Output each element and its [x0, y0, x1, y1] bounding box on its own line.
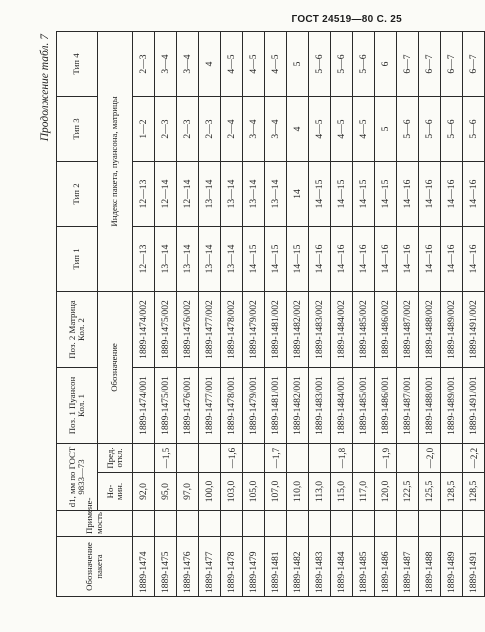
table-row [353, 31, 375, 596]
table-row [177, 31, 199, 596]
cell-pos1: 1889-1477/001 [199, 367, 221, 443]
cell-pos1: 1889-1488/001 [419, 367, 441, 443]
cell-pos2: 1889-1488/002 [419, 291, 441, 367]
cell-tol [243, 443, 265, 472]
cell-pos2: 1889-1489/002 [441, 291, 463, 367]
cell-t2: 14—15 [331, 161, 353, 226]
cell-nom: 105,0 [243, 473, 265, 511]
cell-pos2: 1889-1484/002 [331, 291, 353, 367]
cell-pos1: 1889-1481/001 [265, 367, 287, 443]
cell-t4: 6 [375, 31, 397, 96]
cell-nom: 107,0 [265, 473, 287, 511]
cell-code: 1889-1484 [331, 537, 353, 597]
cell-t3: 4—5 [331, 96, 353, 161]
cell-pos1: 1889-1474/001 [133, 367, 155, 443]
cell-pos1: 1889-1486/001 [375, 367, 397, 443]
cell-applicability [199, 511, 221, 537]
cell-code: 1889-1474 [133, 537, 155, 597]
cell-code: 1889-1476 [177, 537, 199, 597]
header-type1: Тип 1 [57, 226, 98, 291]
cell-t2: 14—15 [375, 161, 397, 226]
cell-t3: 2—3 [199, 96, 221, 161]
cell-applicability [441, 511, 463, 537]
cell-t1: 13—14 [199, 226, 221, 291]
cell-t1: 13—14 [155, 226, 177, 291]
cell-t2: 12—14 [177, 161, 199, 226]
cell-tol: —1,8 [331, 443, 353, 472]
cell-applicability [177, 511, 199, 537]
cell-t3: 1—2 [133, 96, 155, 161]
cell-pos1: 1889-1487/001 [397, 367, 419, 443]
cell-applicability [463, 511, 485, 537]
cell-pos2: 1889-1483/002 [309, 291, 331, 367]
cell-applicability [397, 511, 419, 537]
cell-t2: 13—14 [243, 161, 265, 226]
cell-pos1: 1889-1476/001 [177, 367, 199, 443]
header-d1: d1, мм по ГОСТ 9833—73 [57, 443, 98, 510]
cell-t3: 2—4 [221, 96, 243, 161]
cell-nom: 115,0 [331, 473, 353, 511]
cell-tol: —1,9 [375, 443, 397, 472]
cell-t3: 5—6 [419, 96, 441, 161]
cell-applicability [353, 511, 375, 537]
page-header: ГОСТ 24519—80 С. 25 [291, 14, 402, 25]
cell-pos1: 1889-1489/001 [441, 367, 463, 443]
cell-code: 1889-1477 [199, 537, 221, 597]
table-row [397, 31, 419, 596]
cell-t3: 3—4 [243, 96, 265, 161]
cell-tol: —2,0 [419, 443, 441, 472]
cell-code: 1889-1482 [287, 537, 309, 597]
cell-t4: 5—6 [353, 31, 375, 96]
cell-t2: 13—14 [199, 161, 221, 226]
cell-t2: 14—16 [441, 161, 463, 226]
cell-t4: 4—5 [243, 31, 265, 96]
cell-code: 1889-1478 [221, 537, 243, 597]
cell-code: 1889-1491 [463, 537, 485, 597]
cell-nom: 95,0 [155, 473, 177, 511]
cell-nom: 128,5 [441, 473, 463, 511]
cell-t1: 13—14 [177, 226, 199, 291]
cell-t1: 13—14 [221, 226, 243, 291]
cell-pos1: 1889-1483/001 [309, 367, 331, 443]
cell-tol [397, 443, 419, 472]
cell-applicability [221, 511, 243, 537]
cell-pos1: 1889-1485/001 [353, 367, 375, 443]
cell-t2: 14—16 [397, 161, 419, 226]
table-row [463, 31, 485, 596]
table-body [133, 31, 485, 596]
cell-code: 1889-1485 [353, 537, 375, 597]
cell-pos1: 1889-1475/001 [155, 367, 177, 443]
cell-t2: 12—14 [155, 161, 177, 226]
data-table [56, 31, 485, 597]
cell-applicability [375, 511, 397, 537]
cell-tol: —1,5 [155, 443, 177, 472]
cell-tol [309, 443, 331, 472]
cell-t4: 5—6 [309, 31, 331, 96]
table-row [265, 31, 287, 596]
header-pos2: Поз. 2 Матрица Кол. 2 [57, 291, 98, 367]
cell-t4: 5—6 [331, 31, 353, 96]
cell-t4: 6—7 [441, 31, 463, 96]
cell-pos2: 1889-1477/002 [199, 291, 221, 367]
cell-nom: 120,0 [375, 473, 397, 511]
cell-applicability [155, 511, 177, 537]
cell-pos2: 1889-1491/002 [463, 291, 485, 367]
header-d1-nom: Но- мин. [98, 473, 133, 511]
table-row [419, 31, 441, 596]
table-row [309, 31, 331, 596]
cell-pos2: 1889-1475/002 [155, 291, 177, 367]
cell-pos1: 1889-1482/001 [287, 367, 309, 443]
cell-tol: —1,6 [221, 443, 243, 472]
cell-code: 1889-1475 [155, 537, 177, 597]
cell-tol [177, 443, 199, 472]
cell-t3: 5 [375, 96, 397, 161]
cell-applicability [331, 511, 353, 537]
cell-nom: 125,5 [419, 473, 441, 511]
cell-t4: 3—4 [177, 31, 199, 96]
cell-nom: 103,0 [221, 473, 243, 511]
cell-pos1: 1889-1478/001 [221, 367, 243, 443]
header-index: Индекс пакета, пуансона, матрицы [98, 31, 133, 291]
header-applicability: Примене- мость [57, 511, 133, 537]
cell-code: 1889-1489 [441, 537, 463, 597]
cell-applicability [133, 511, 155, 537]
cell-t3: 2—3 [177, 96, 199, 161]
header-type4: Тип 4 [57, 31, 98, 96]
cell-t2: 14—16 [419, 161, 441, 226]
cell-applicability [243, 511, 265, 537]
cell-t1: 14—16 [309, 226, 331, 291]
cell-t1: 14—16 [419, 226, 441, 291]
cell-applicability [419, 511, 441, 537]
cell-code: 1889-1486 [375, 537, 397, 597]
cell-nom: 100,0 [199, 473, 221, 511]
cell-tol [199, 443, 221, 472]
cell-pos2: 1889-1487/002 [397, 291, 419, 367]
cell-t1: 14—16 [375, 226, 397, 291]
cell-t4: 4—5 [221, 31, 243, 96]
cell-nom: 122,5 [397, 473, 419, 511]
cell-pos2: 1889-1474/002 [133, 291, 155, 367]
cell-code: 1889-1488 [419, 537, 441, 597]
cell-t2: 12—13 [133, 161, 155, 226]
cell-t1: 14—16 [331, 226, 353, 291]
cell-t2: 13—14 [265, 161, 287, 226]
table-row [331, 31, 353, 596]
table-row [375, 31, 397, 596]
cell-tol [133, 443, 155, 472]
cell-t3: 2—3 [155, 96, 177, 161]
cell-t1: 14—16 [397, 226, 419, 291]
cell-code: 1889-1481 [265, 537, 287, 597]
cell-t3: 5—6 [441, 96, 463, 161]
header-pos1: Поз. 1 Пуансон Кол. 1 [57, 367, 98, 443]
cell-t2: 14—16 [463, 161, 485, 226]
cell-t1: 14—15 [287, 226, 309, 291]
cell-t2: 14 [287, 161, 309, 226]
cell-t1: 14—15 [265, 226, 287, 291]
cell-t3: 4—5 [353, 96, 375, 161]
header-designation: Обозначение пакета [57, 537, 133, 597]
cell-nom: 110,0 [287, 473, 309, 511]
cell-nom: 113,0 [309, 473, 331, 511]
cell-pos2: 1889-1478/002 [221, 291, 243, 367]
cell-t3: 5—6 [463, 96, 485, 161]
cell-t4: 3—4 [155, 31, 177, 96]
table-row [221, 31, 243, 596]
cell-t1: 14—16 [441, 226, 463, 291]
cell-applicability [287, 511, 309, 537]
cell-applicability [309, 511, 331, 537]
table-row [441, 31, 463, 596]
cell-tol [353, 443, 375, 472]
cell-nom: 92,0 [133, 473, 155, 511]
cell-tol [441, 443, 463, 472]
cell-pos1: 1889-1479/001 [243, 367, 265, 443]
cell-t1: 12—13 [133, 226, 155, 291]
table-row [133, 31, 155, 596]
table-row [287, 31, 309, 596]
cell-pos1: 1889-1484/001 [331, 367, 353, 443]
cell-t3: 3—4 [265, 96, 287, 161]
cell-nom: 117,0 [353, 473, 375, 511]
cell-t3: 5—6 [397, 96, 419, 161]
cell-t4: 2—3 [133, 31, 155, 96]
cell-t4: 5 [287, 31, 309, 96]
cell-t1: 14—16 [463, 226, 485, 291]
cell-t2: 14—15 [353, 161, 375, 226]
cell-pos2: 1889-1485/002 [353, 291, 375, 367]
cell-t4: 6—7 [397, 31, 419, 96]
cell-t3: 4—5 [309, 96, 331, 161]
rotated-table-frame [37, 32, 479, 597]
cell-tol [287, 443, 309, 472]
cell-t4: 6—7 [463, 31, 485, 96]
cell-t1: 14—16 [353, 226, 375, 291]
cell-nom: 97,0 [177, 473, 199, 511]
table-row [199, 31, 221, 596]
cell-t1: 14—15 [243, 226, 265, 291]
cell-t4: 4 [199, 31, 221, 96]
header-type2: Тип 2 [57, 161, 98, 226]
cell-nom: 128,5 [463, 473, 485, 511]
cell-code: 1889-1483 [309, 537, 331, 597]
table-row [155, 31, 177, 596]
cell-t3: 4 [287, 96, 309, 161]
cell-pos2: 1889-1482/002 [287, 291, 309, 367]
cell-tol: —2,2 [463, 443, 485, 472]
cell-code: 1889-1479 [243, 537, 265, 597]
cell-applicability [265, 511, 287, 537]
cell-pos2: 1889-1476/002 [177, 291, 199, 367]
cell-t4: 6—7 [419, 31, 441, 96]
table-row [243, 31, 265, 596]
cell-t4: 4—5 [265, 31, 287, 96]
cell-t2: 13—14 [221, 161, 243, 226]
cell-pos2: 1889-1479/002 [243, 291, 265, 367]
cell-pos2: 1889-1481/002 [265, 291, 287, 367]
header-designation-2: Обозначение [98, 291, 133, 443]
cell-pos1: 1889-1491/001 [463, 367, 485, 443]
cell-pos2: 1889-1486/002 [375, 291, 397, 367]
table-caption: Продолжение табл. 7 [39, 34, 51, 142]
cell-t2: 14—15 [309, 161, 331, 226]
cell-code: 1889-1487 [397, 537, 419, 597]
header-type3: Тип 3 [57, 96, 98, 161]
cell-tol: —1,7 [265, 443, 287, 472]
header-d1-tol: Пред. откл. [98, 443, 133, 472]
